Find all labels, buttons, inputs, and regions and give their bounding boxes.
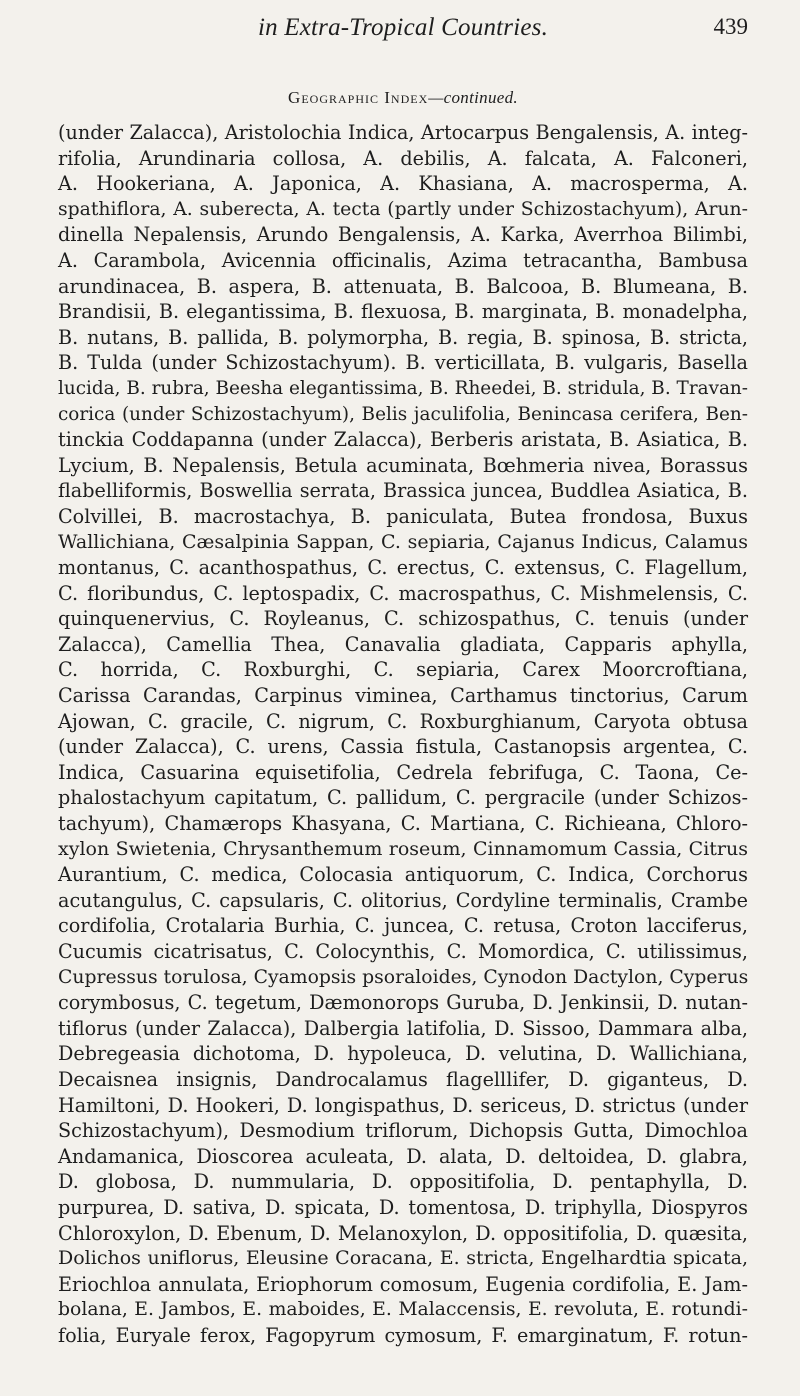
text-line: Ajowan, C. gracile, C. nigrum, C. Roxburghianum, Caryota obtusa [58, 709, 748, 733]
text-line: tiflorus (under Zalacca), Dalbergia latifolia, D. Sissoo, Dammara alba, [58, 1016, 748, 1040]
text-line: Chloroxylon, D. Ebenum, D. Melanoxylon, D. oppositifolia, D. quæsita, [58, 1221, 748, 1245]
text-line: bolana, E. Jambos, E. maboides, E. Malaccensis, E. revoluta, E. rotundi- [58, 1299, 748, 1321]
text-line: Wallichiana, Cæsalpinia Sappan, C. sepiaria, Cajanus Indicus, Calamus [58, 530, 748, 553]
text-line: Lycium, B. Nepalensis, Betula acuminata, Bœhmeria nivea, Borassus [58, 453, 748, 477]
text-line: Andamanica, Dioscorea aculeata, D. alata, D. deltoidea, D. glabra, [58, 1144, 748, 1168]
text-line: Schizostachyum), Desmodium triflorum, Dichopsis Gutta, Dimochloa [58, 1119, 748, 1143]
text-line: Cupressus torulosa, Cyamopsis psoraloides, Cynodon Dactylon, Cyperus [58, 966, 749, 988]
text-line: Aurantium, C. medica, Colocasia antiquorum, C. Indica, Corchorus [58, 863, 748, 887]
text-line: dinella Nepalensis, Arundo Bengalensis, A. Karka, Averrhoa Bilimbi, [58, 223, 748, 247]
text-line: arundinacea, B. aspera, B. attenuata, B. Balcooa, B. Blumeana, B. [58, 274, 748, 298]
text-line: Debregeasia dichotoma, D. hypoleuca, D. velutina, D. Wallichiana, [58, 1042, 748, 1066]
text-line: rifolia, Arundinaria collosa, A. debilis, A. falcata, A. Falconeri, [58, 146, 748, 170]
text-line: B. nutans, B. pallida, B. polymorpha, B. regia, B. spinosa, B. stricta, [58, 325, 748, 349]
text-line: xylon Swietenia, Chrysanthemum roseum, Cinnamomum Cassia, Citrus [58, 837, 748, 860]
text-line: A. Hookeriana, A. Japonica, A. Khasiana, A. macrosperma, A. [58, 172, 748, 196]
text-line: corica (under Schizostachyum), Belis jaculifolia, Benincasa cerifera, Ben- [58, 403, 748, 425]
text-line: Dolichos uniflorus, Eleusine Coracana, E. stricta, Engelhardtia spicata, [58, 1247, 748, 1270]
text-line: purpurea, D. sativa, D. spicata, D. tomentosa, D. triphylla, Diospyros [58, 1195, 748, 1219]
section-heading-label: Geographic Index [288, 88, 429, 107]
text-line: C. floribundus, C. leptospadix, C. macrospathus, C. Mishmelensis, C. [58, 581, 748, 605]
text-line: flabelliformis, Boswellia serrata, Brassica juncea, Buddlea Asiatica, B. [58, 479, 748, 503]
text-line: tachyum), Chamærops Khasyana, C. Martiana, C. Richieana, Chloro- [58, 812, 748, 836]
text-line: D. globosa, D. nummularia, D. oppositifolia, D. pentaphylla, D. [58, 1170, 748, 1194]
text-line: Zalacca), Camellia Thea, Canavalia gladiata, Capparis aphylla, [58, 632, 748, 656]
page-number: 439 [713, 14, 748, 39]
text-line: Hamiltoni, D. Hookeri, D. longispathus, D. sericeus, D. strictus (under [58, 1093, 748, 1117]
text-line: (under Zalacca), Aristolochia Indica, Artocarpus Bengalensis, A. integ- [58, 121, 748, 144]
text-line: corymbosus, C. tegetum, Dæmonorops Guruba, D. Jenkinsii, D. nutan- [58, 991, 748, 1015]
text-line: Indica, Casuarina equisetifolia, Cedrela febrifuga, C. Taona, Ce- [58, 760, 748, 784]
text-line: acutangulus, C. capsularis, C. olitorius, Cordyline terminalis, Crambe [58, 888, 748, 912]
text-line: cordifolia, Crotalaria Burhia, C. juncea, C. retusa, Croton lacciferus, [58, 914, 748, 938]
running-title: in Extra-Tropical Countries. [257, 14, 549, 41]
text-line: tinckia Coddapanna (under Zalacca), Berberis aristata, B. Asiatica, B. [58, 428, 748, 452]
index-body-text [58, 120, 748, 1349]
text-line: Colvillei, B. macrostachya, B. paniculata, Butea frondosa, Buxus [58, 504, 748, 528]
text-line: Eriochloa annulata, Eriophorum comosum, Eugenia cordifolia, E. Jam- [58, 1272, 748, 1296]
text-line: Cucumis cicatrisatus, C. Colocynthis, C. Momordica, C. utilissimus, [58, 940, 748, 963]
text-line: Decaisnea insignis, Dandrocalamus flagelllifer, D. giganteus, D. [58, 1067, 748, 1091]
text-line: Brandisii, B. elegantissima, B. flexuosa, B. marginata, B. monadelpha, [58, 300, 748, 324]
text-line: folia, Euryale ferox, Fagopyrum cymosum, F. emarginatum, F. rotun- [58, 1323, 748, 1347]
section-heading [58, 88, 748, 114]
text-line: lucida, B. rubra, Beesha elegantissima, B. Rheedei, B. stridula, B. Travan- [58, 377, 748, 399]
text-line: A. Carambola, Avicennia officinalis, Azima tetracantha, Bambusa [58, 248, 748, 272]
text-line: spathiflora, A. suberecta, A. tecta (partly under Schizostachyum), Arun- [58, 198, 748, 220]
section-heading-continued: —continued. [428, 88, 518, 107]
text-line: Carissa Carandas, Carpinus viminea, Carthamus tinctorius, Carum [58, 684, 748, 708]
running-head [58, 0, 748, 54]
text-line: quinquenervius, C. Royleanus, C. schizospathus, C. tenuis (under [58, 607, 748, 631]
text-line: montanus, C. acanthospathus, C. erectus, C. extensus, C. Flagellum, [58, 556, 748, 580]
text-line: (under Zalacca), C. urens, Cassia fistula, Castanopsis argentea, C. [58, 735, 748, 759]
text-line: B. Tulda (under Schizostachyum). B. verticillata, B. vulgaris, Basella [58, 351, 748, 375]
text-line: C. horrida, C. Roxburghi, C. sepiaria, Carex Moorcroftiana, [58, 658, 748, 682]
text-line: phalostachyum capitatum, C. pallidum, C. pergracile (under Schizos- [58, 786, 748, 810]
